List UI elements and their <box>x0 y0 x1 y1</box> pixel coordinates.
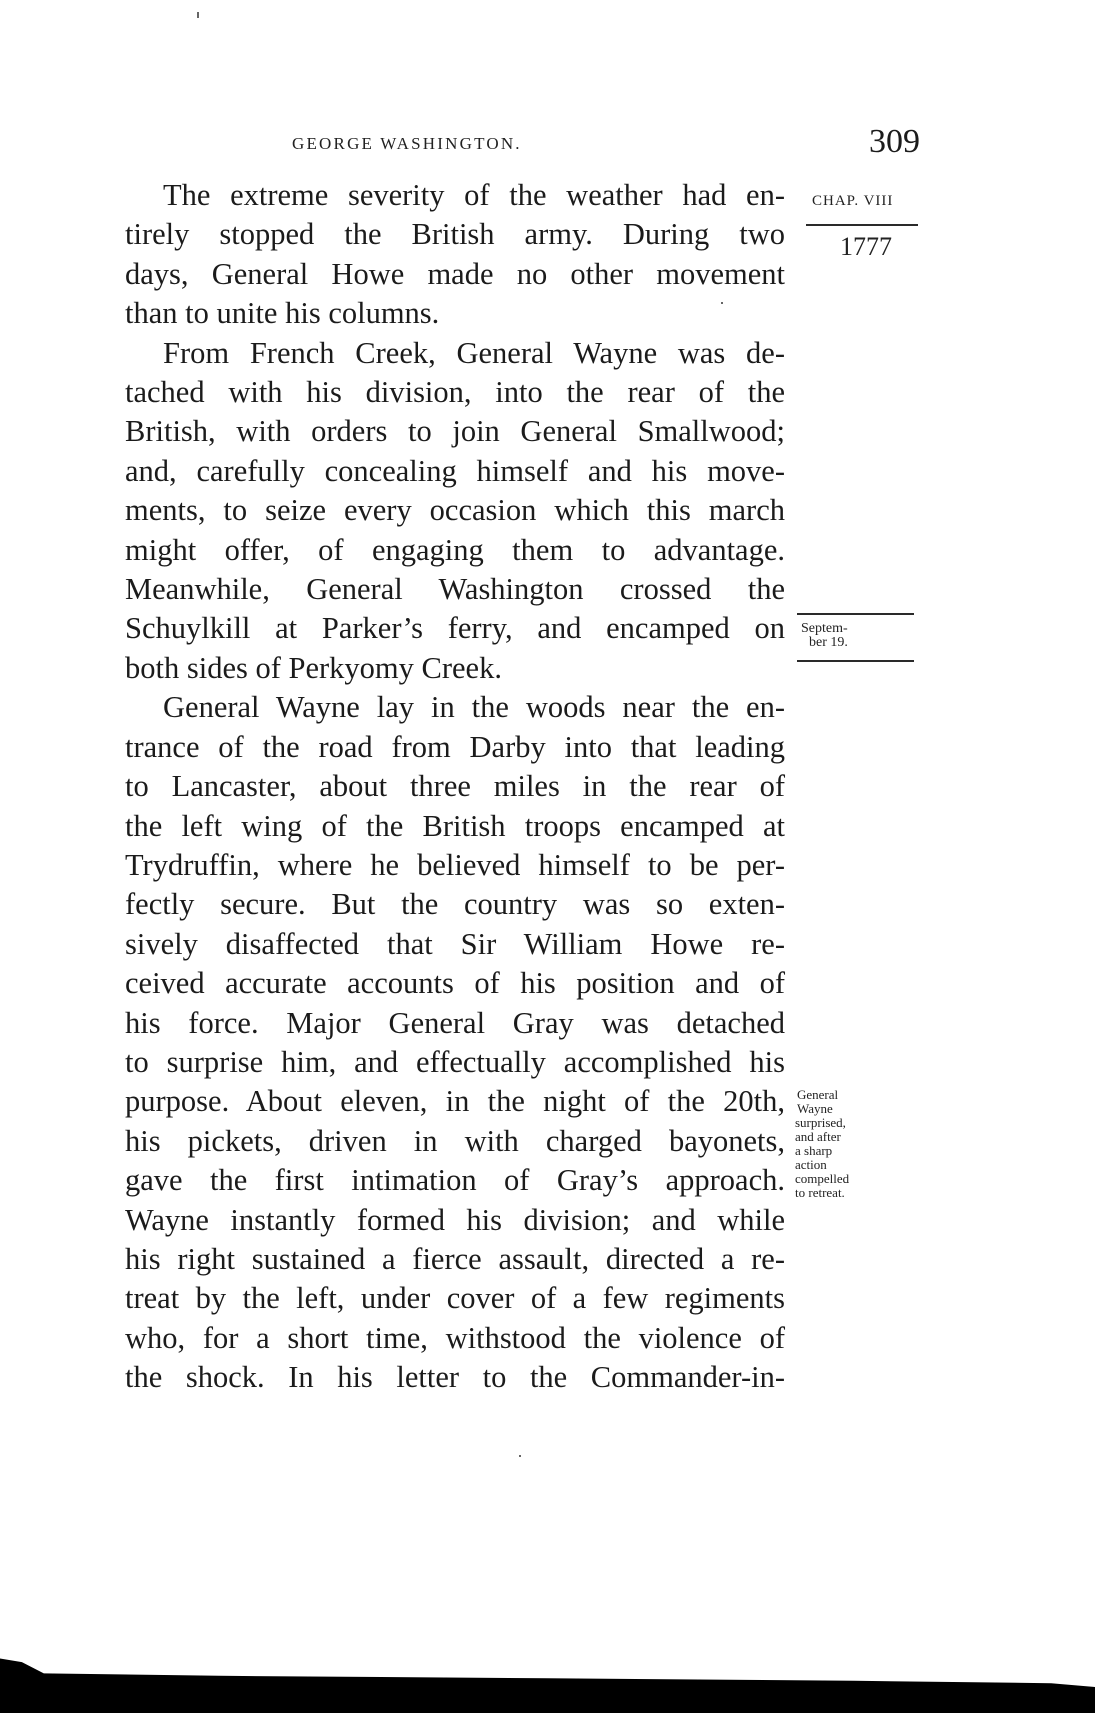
text-line: The extreme severity of the weather had en- <box>163 178 785 212</box>
date-note-rule-bottom <box>797 660 914 662</box>
text-line: both sides of Perkyomy Creek. <box>125 650 502 685</box>
event-note-line: Wayne <box>797 1101 833 1116</box>
text-line: days, General Howe made no other movement <box>125 256 785 291</box>
text-line: Trydruffin, where he believed himself to be per- <box>125 847 785 882</box>
running-title: GEORGE WASHINGTON. <box>292 134 522 153</box>
date-note-line: Septem- <box>801 621 848 636</box>
page-number: 309 <box>869 123 920 160</box>
text-line: tached with his division, into the rear of the <box>125 375 785 410</box>
event-note-line: to retreat. <box>795 1185 845 1200</box>
text-line: his pickets, driven in with charged bayonets, <box>125 1123 785 1158</box>
text-line: might offer, of engaging them to advantage. <box>125 532 785 567</box>
event-side-note <box>795 1088 849 1200</box>
text-line: tirely stopped the British army. During two <box>125 217 785 252</box>
text-line: to surprise him, and effectually accomplished his <box>125 1044 785 1079</box>
event-note-line: surprised, <box>795 1115 846 1130</box>
speck <box>519 1455 521 1457</box>
speck <box>721 302 723 304</box>
text-line: who, for a short time, withstood the violence of <box>125 1320 785 1355</box>
text-line: From French Creek, General Wayne was de- <box>163 335 785 370</box>
text-line: purpose. About eleven, in the night of the 20th, <box>125 1084 785 1119</box>
event-note-line: compelled <box>795 1171 850 1186</box>
text-line: his right sustained a fierce assault, directed a re- <box>125 1241 785 1276</box>
text-line: trance of the road from Darby into that leading <box>125 729 785 764</box>
event-note-line: and after <box>795 1129 841 1144</box>
text-line: Schuylkill at Parker’s ferry, and encamped on <box>125 611 785 646</box>
text-line: ments, to seize every occasion which this march <box>125 493 785 528</box>
text-line: treat by the left, under cover of a few regiments <box>125 1281 785 1316</box>
text-line: the left wing of the British troops encamped at <box>125 808 785 843</box>
text-line: to Lancaster, about three miles in the rear of <box>125 769 785 804</box>
date-note-rule-top <box>797 613 914 615</box>
text-line: than to unite his columns. <box>125 296 440 331</box>
text-line: British, with orders to join General Smallwood; <box>125 414 785 449</box>
text-line: ceived accurate accounts of his position and of <box>125 966 785 1001</box>
text-line: the shock. In his letter to the Commander-in- <box>125 1360 785 1395</box>
margin-year: 1777 <box>840 232 892 261</box>
text-line: his force. Major General Gray was detached <box>125 1005 785 1040</box>
date-side-note <box>801 622 848 650</box>
speck <box>197 12 199 18</box>
text-line: Wayne instantly formed his division; and while <box>125 1202 785 1237</box>
event-note-line: a sharp <box>795 1143 833 1158</box>
text-line: and, carefully concealing himself and his move- <box>125 453 785 488</box>
scan-edge-shadow <box>0 1651 1095 1713</box>
event-note-line: General <box>797 1087 839 1102</box>
text-line: gave the first intimation of Gray’s approach. <box>125 1163 785 1198</box>
text-line: fectly secure. But the country was so exten- <box>125 887 785 922</box>
text-line: General Wayne lay in the woods near the en- <box>163 690 785 725</box>
date-note-line: ber 19. <box>809 635 848 650</box>
body-text <box>125 176 785 1398</box>
text-line: Meanwhile, General Washington crossed the <box>125 572 785 607</box>
chapter-label: CHAP. VIII <box>812 193 894 209</box>
event-note-line: action <box>795 1157 827 1172</box>
text-line: sively disaffected that Sir William Howe re- <box>125 926 785 961</box>
chapter-rule <box>806 224 918 226</box>
